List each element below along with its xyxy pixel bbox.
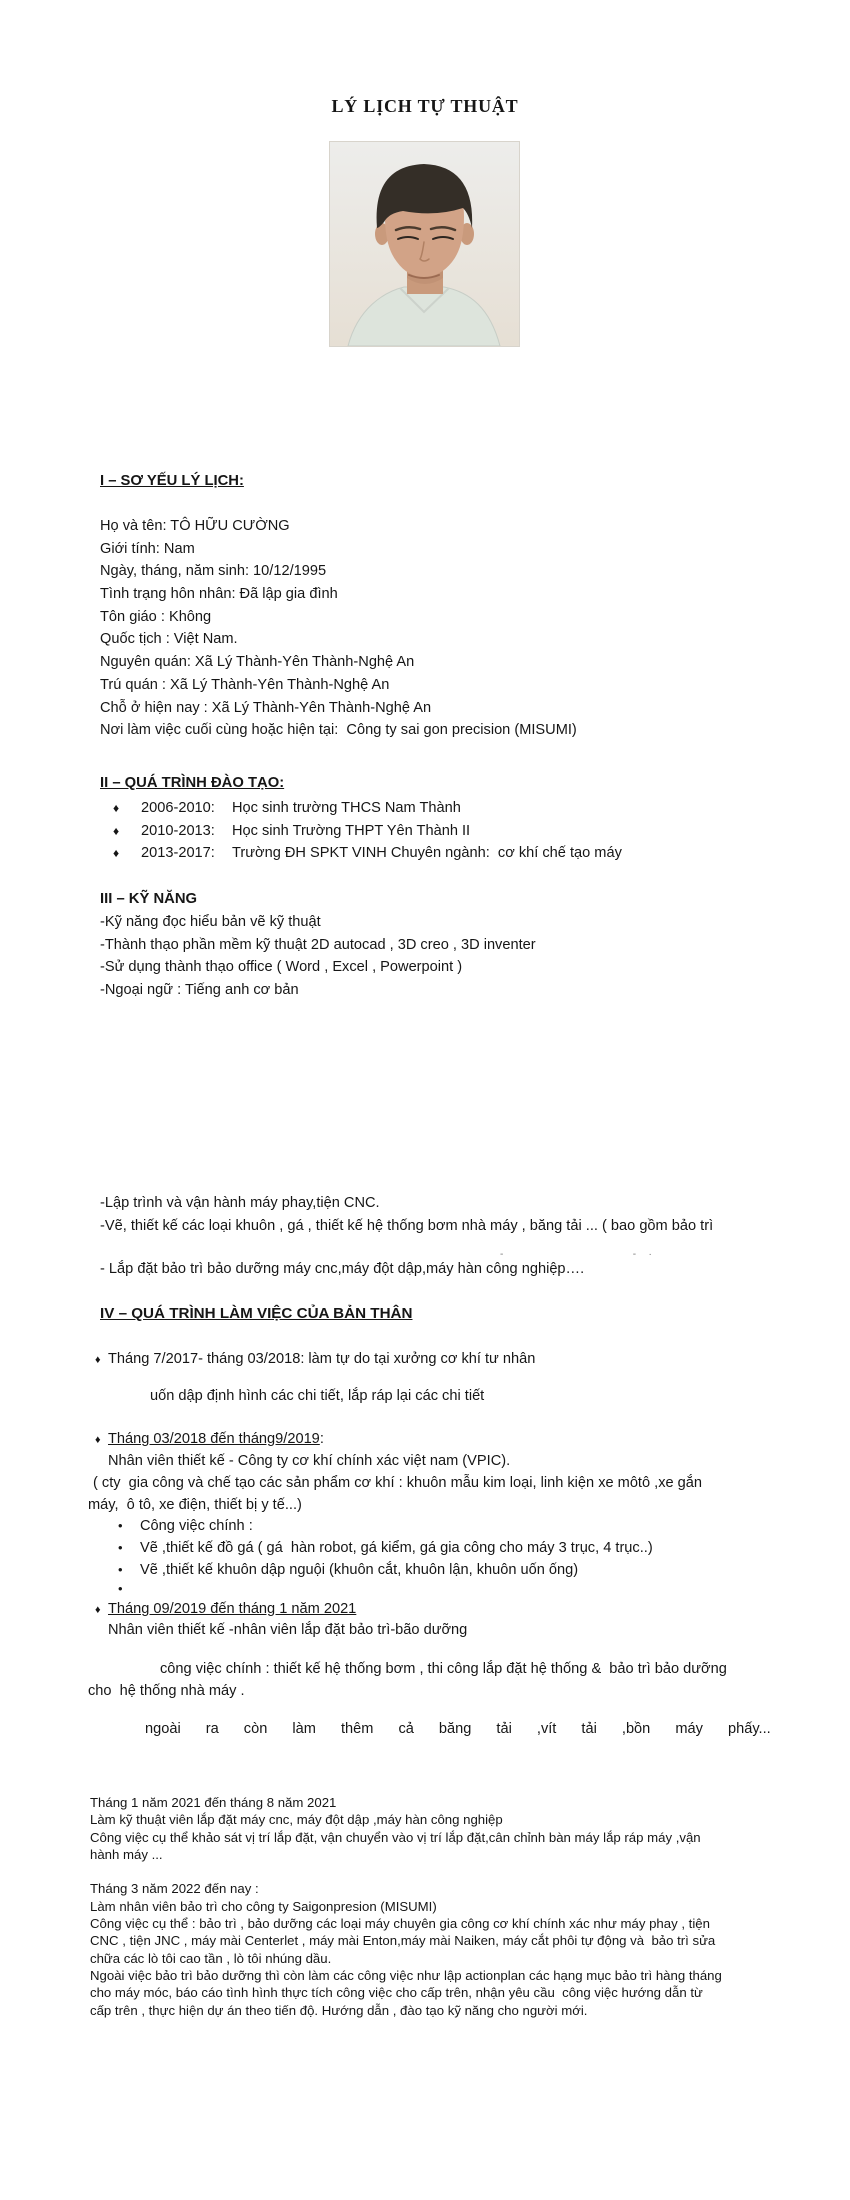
diamond-bullet-icon: ♦	[113, 846, 120, 860]
work-entry-detail-justified: ngoài ra còn làm thêm cả băng tải ,vít tải ,bồn máy phấy...	[145, 1721, 771, 1737]
diamond-bullet-icon: ♦	[113, 823, 120, 838]
education-item	[113, 842, 622, 865]
recent-work-history	[90, 1794, 722, 2019]
diamond-bullet-icon: ♦	[95, 1604, 101, 1616]
work-entry-detail: uốn dập định hình các chi tiết, lắp ráp lại các chi tiết	[150, 1388, 485, 1404]
page-title: LÝ LỊCH TỰ THUẬT	[331, 96, 519, 116]
skill-line: -Sử dụng thành thạo office ( Word , Excel , Powerpoint )	[100, 959, 463, 976]
footer-line: Công việc cụ thể : bảo trì , bảo dưỡng các loại máy chuyên gia công cơ khí chính xác như máy phay , tiện	[90, 1916, 710, 1932]
section4-heading-wrap	[100, 1302, 412, 1325]
education-item	[113, 797, 622, 820]
dot-bullet-icon: •	[118, 1518, 123, 1533]
section1-heading: I – SƠ YẾU LÝ LỊCH:	[100, 473, 244, 489]
section-dao-tao	[113, 797, 622, 865]
work-period-2-colon: :	[319, 1431, 324, 1447]
work-entry-detail: công việc chính : thiết kế hệ thống bơm , thi công lắp đặt hệ thống & bảo trì bảo dưỡng	[160, 1661, 727, 1677]
footer-line	[90, 1863, 722, 1880]
work-task-text: Vẽ ,thiết kế khuôn dập nguội (khuôn cắt, khuôn lận, khuôn uốn ống)	[140, 1562, 579, 1578]
education-item	[113, 820, 622, 843]
portrait-photo	[329, 141, 520, 347]
work-task-text: Công việc chính :	[140, 1518, 253, 1534]
education-detail: Học sinh Trường THPT Yên Thành II	[232, 822, 471, 839]
origin-line: Nguyên quán: Xã Lý Thành-Yên Thành-Nghệ An	[100, 654, 415, 671]
footer-line: CNC , tiện JNC , máy mài Centerlet , máy mài Enton,máy mài Naiken, máy cắt phôi tự động và bảo trì sửa	[90, 1933, 716, 1949]
work-entry-detail: cho hệ thống nhà máy .	[88, 1683, 245, 1699]
footer-line: chữa các lò tôi cao tần , lò tôi nhúng dầu.	[90, 1950, 332, 1966]
footer-line: Ngoài việc bảo trì bảo dưỡng thì còn làm các công việc như lập actionplan các hạng mục bảo trì hàng tháng	[90, 1967, 722, 1983]
work-period-3: Tháng 09/2019 đến tháng 1 năm 2021	[108, 1601, 357, 1617]
work-entry-company-desc: máy, ô tô, xe điện, thiết bị y tế...)	[88, 1497, 302, 1513]
section3-heading: III – KỸ NĂNG	[100, 891, 198, 907]
work-entry-role: Nhân viên thiết kế -nhân viên lắp đặt bảo trì-bão dưỡng	[108, 1622, 468, 1638]
footer-line: Tháng 1 năm 2021 đến tháng 8 năm 2021	[90, 1795, 337, 1810]
work-period-1: Tháng 7/2017- tháng 03/2018: làm tự do tại xưởng cơ khí tư nhân	[108, 1351, 536, 1367]
religion-line: Tôn giáo : Không	[100, 608, 212, 625]
work-task-item	[118, 1515, 253, 1537]
work-entry-role: Nhân viên thiết kế - Công ty cơ khí chính xác việt nam (VPIC).	[108, 1453, 511, 1469]
birthdate-line: Ngày, tháng, năm sinh: 10/12/1995	[100, 563, 327, 580]
clipped-text-fragment: - - ·	[500, 1249, 653, 1260]
skill-extra-line: -Lập trình và vận hành máy phay,tiện CNC.	[100, 1195, 380, 1211]
education-detail: Trường ĐH SPKT VINH Chuyên ngành: cơ khí chế tạo máy	[232, 845, 622, 861]
footer-line: hành máy ...	[90, 1846, 163, 1862]
residence-line: Trú quán : Xã Lý Thành-Yên Thành-Nghệ An	[100, 676, 390, 693]
diamond-bullet-icon: ♦	[95, 1354, 101, 1366]
section2-heading-wrap	[100, 772, 284, 795]
section4-heading: IV – QUÁ TRÌNH LÀM VIỆC CỦA BẢN THÂN	[100, 1305, 413, 1322]
full-name-line: Họ và tên: TÔ HỮU CƯỜNG	[100, 518, 290, 534]
section-ky-nang	[100, 888, 536, 1002]
footer-line: Làm kỹ thuật viên lắp đặt máy cnc, máy đột dập ,máy hàn công nghiệp	[90, 1812, 503, 1828]
dot-bullet-icon: •	[118, 1581, 123, 1596]
section2-heading: II – QUÁ TRÌNH ĐÀO TẠO:	[100, 775, 285, 791]
spacer	[100, 493, 577, 515]
skill-line: -Ngoại ngữ : Tiếng anh cơ bản	[100, 982, 299, 999]
marital-status-line: Tình trạng hôn nhân: Đã lập gia đình	[100, 586, 338, 603]
diamond-bullet-icon: ♦	[95, 1434, 101, 1446]
footer-line: cấp trên , thực hiện dự án theo tiến độ. Hướng dẫn , đào tạo kỹ năng cho người mới.	[90, 2002, 588, 2018]
dot-bullet-icon: •	[118, 1540, 123, 1555]
portrait-photo-illustration	[330, 142, 519, 346]
work-entry-title	[95, 1598, 356, 1621]
work-task-text: Vẽ ,thiết kế đồ gá ( gá hàn robot, gá kiểm, gá gia công cho máy 3 trục, 4 trục..)	[140, 1540, 653, 1556]
footer-line: Tháng 3 năm 2022 đến nay :	[90, 1881, 259, 1897]
work-task-item	[118, 1578, 140, 1600]
education-period: 2006-2010:	[141, 800, 215, 816]
footer-line: Công việc cụ thể khảo sát vị trí lắp đặt, vận chuyển vào vị trí lắp đặt,cân chỉnh bàn máy lắp ráp máy ,vận	[90, 1829, 701, 1845]
skill-line: -Kỹ năng đọc hiểu bản vẽ kỹ thuật	[100, 914, 321, 930]
diamond-bullet-icon: ♦	[113, 801, 120, 815]
skill-extra-line: -Vẽ, thiết kế các loại khuôn , gá , thiết kế hệ thống bơm nhà máy , băng tải ... ( bao gồm bảo trì	[100, 1218, 714, 1234]
section-so-yeu-ly-lich	[100, 470, 577, 742]
gender-line: Giới tính: Nam	[100, 540, 195, 557]
footer-line: Làm nhân viên bảo trì cho công ty Saigonpresion (MISUMI)	[90, 1898, 437, 1914]
current-address-line: Chỗ ở hiện nay : Xã Lý Thành-Yên Thành-Nghệ An	[100, 699, 432, 716]
skill-extra-line: - Lắp đặt bảo trì bảo dưỡng máy cnc,máy đột dập,máy hàn công nghiệp….	[100, 1261, 585, 1277]
education-period: 2013-2017:	[141, 845, 215, 861]
education-detail: Học sinh trường THCS Nam Thành	[232, 800, 461, 816]
footer-line: cho máy móc, báo cáo tình hình thực tích công việc cho cấp trên, nhận yêu cầu công việc hướng dẫn từ	[90, 1985, 703, 2001]
work-entry-title	[95, 1428, 324, 1451]
nationality-line: Quốc tịch : Việt Nam.	[100, 631, 238, 648]
workplace-line: Nơi làm việc cuối cùng hoặc hiện tại: Công ty sai gon precision (MISUMI)	[100, 722, 577, 739]
work-entry-company-desc: ( cty gia công và chế tạo các sản phẩm cơ khí : khuôn mẫu kim loại, linh kiện xe môtô ,xe gắn	[93, 1475, 703, 1491]
work-period-2: Tháng 03/2018 đến tháng9/2019	[108, 1431, 320, 1447]
skill-line: -Thành thạo phần mềm kỹ thuật 2D autocad , 3D creo , 3D inventer	[100, 936, 536, 953]
work-task-item	[118, 1537, 653, 1559]
work-entry-title	[95, 1348, 535, 1371]
dot-bullet-icon: •	[118, 1562, 123, 1577]
education-period: 2010-2013:	[141, 822, 215, 839]
work-task-item	[118, 1559, 578, 1581]
